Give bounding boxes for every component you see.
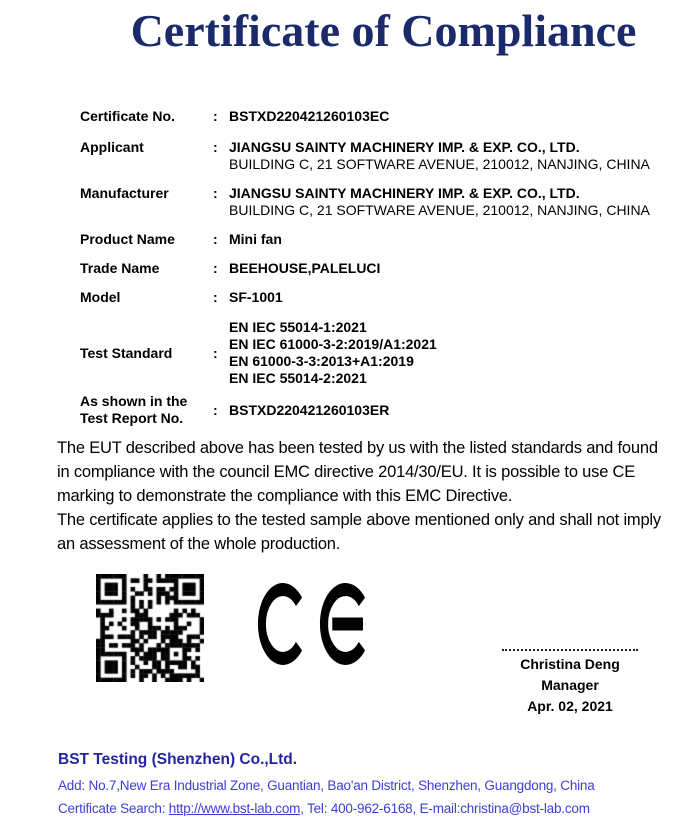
- field-row-test-standard: [80, 319, 671, 387]
- field-label-model: Model: [80, 289, 121, 305]
- field-colon: :: [213, 185, 218, 201]
- field-value-certificate-no: BSTXD220421260103EC: [229, 108, 390, 124]
- manufacturer-company: JIANGSU SAINTY MACHINERY IMP. & EXP. CO., LTD.: [229, 185, 580, 201]
- field-row-certificate-no: [80, 108, 671, 125]
- field-row-applicant: [80, 139, 671, 173]
- footer-company-name: BST Testing (Shenzhen) Co.,Ltd.: [58, 751, 298, 768]
- field-label-manufacturer: Manufacturer: [80, 185, 169, 201]
- statement-paragraph-1: The EUT described above has been tested by us with the listed standards and found in compliance with the council EMC directive 2014/30/EU. It is possible to use CE marking to demonstrate the compliance with this EMC Directive.: [57, 439, 658, 505]
- test-standard-1: EN IEC 55014-1:2021: [229, 319, 367, 335]
- statement-paragraph-2: The certificate applies to the tested sample above mentioned only and shall not imply an assessment of the whole production.: [57, 511, 661, 553]
- compliance-statement: [57, 436, 661, 556]
- qr-code-icon: [96, 574, 204, 682]
- field-value-test-standard: [229, 319, 671, 387]
- signature-date: Apr. 02, 2021: [527, 698, 613, 714]
- test-report-label-1: As shown in the: [80, 393, 188, 409]
- field-label-product-name: Product Name: [80, 231, 175, 247]
- field-value-manufacturer: [229, 185, 671, 219]
- field-label-applicant: Applicant: [80, 139, 144, 155]
- field-label-test-standard: Test Standard: [80, 344, 173, 361]
- page-title: Certificate of Compliance: [130, 5, 637, 56]
- test-standard-3: EN 61000-3-3:2013+A1:2019: [229, 353, 414, 369]
- footer-contact-rest: , Tel: 400-962-6168, E-mail:christina@bst-lab.com: [300, 801, 590, 816]
- field-value-applicant: [229, 139, 671, 173]
- certificate-search-label: Certificate Search:: [58, 801, 169, 816]
- field-colon: :: [213, 344, 218, 361]
- test-standard-2: EN IEC 61000-3-2:2019/A1:2021: [229, 336, 437, 352]
- field-label-trade-name: Trade Name: [80, 260, 160, 276]
- field-value-trade-name: BEEHOUSE,PALELUCI: [229, 260, 381, 276]
- ce-letter-c: [258, 583, 302, 665]
- field-row-product-name: [80, 231, 671, 248]
- field-value-model: SF-1001: [229, 289, 283, 305]
- signatory-title: Manager: [541, 677, 599, 693]
- field-label-certificate-no: Certificate No.: [80, 108, 175, 124]
- applicant-address: BUILDING C, 21 SOFTWARE AVENUE, 210012, NANJING, CHINA: [229, 156, 650, 172]
- certificate-fields: [80, 108, 671, 427]
- signature-dotted-line: [502, 644, 638, 651]
- signature-block: [470, 644, 670, 717]
- footer-address: Add: No.7,New Era Industrial Zone, Guantian, Bao'an District, Shenzhen, Guangdong, China: [58, 778, 595, 793]
- field-colon: :: [213, 139, 218, 155]
- field-label-test-report: [80, 393, 213, 427]
- field-row-manufacturer: [80, 185, 671, 219]
- field-colon: :: [213, 260, 218, 276]
- field-value-test-report: BSTXD220421260103ER: [229, 401, 390, 418]
- footer: [58, 751, 679, 816]
- ce-mark-icon: [258, 583, 365, 665]
- signatory-name: Christina Deng: [520, 656, 620, 672]
- field-colon: :: [213, 289, 218, 305]
- footer-contact-line: [58, 801, 679, 816]
- applicant-company: JIANGSU SAINTY MACHINERY IMP. & EXP. CO., LTD.: [229, 139, 580, 155]
- test-standard-4: EN IEC 55014-2:2021: [229, 370, 367, 386]
- field-value-product-name: Mini fan: [229, 231, 282, 247]
- field-row-trade-name: [80, 260, 671, 277]
- field-colon: :: [213, 231, 218, 247]
- certificate-search-link[interactable]: http://www.bst-lab.com: [168, 801, 301, 816]
- test-report-label-2: Test Report No.: [80, 410, 184, 426]
- field-colon: :: [213, 108, 218, 124]
- manufacturer-address: BUILDING C, 21 SOFTWARE AVENUE, 210012, NANJING, CHINA: [229, 202, 650, 218]
- field-row-test-report: [80, 393, 671, 427]
- field-colon: :: [213, 401, 218, 418]
- field-row-model: [80, 289, 671, 306]
- ce-letter-e: [320, 583, 365, 665]
